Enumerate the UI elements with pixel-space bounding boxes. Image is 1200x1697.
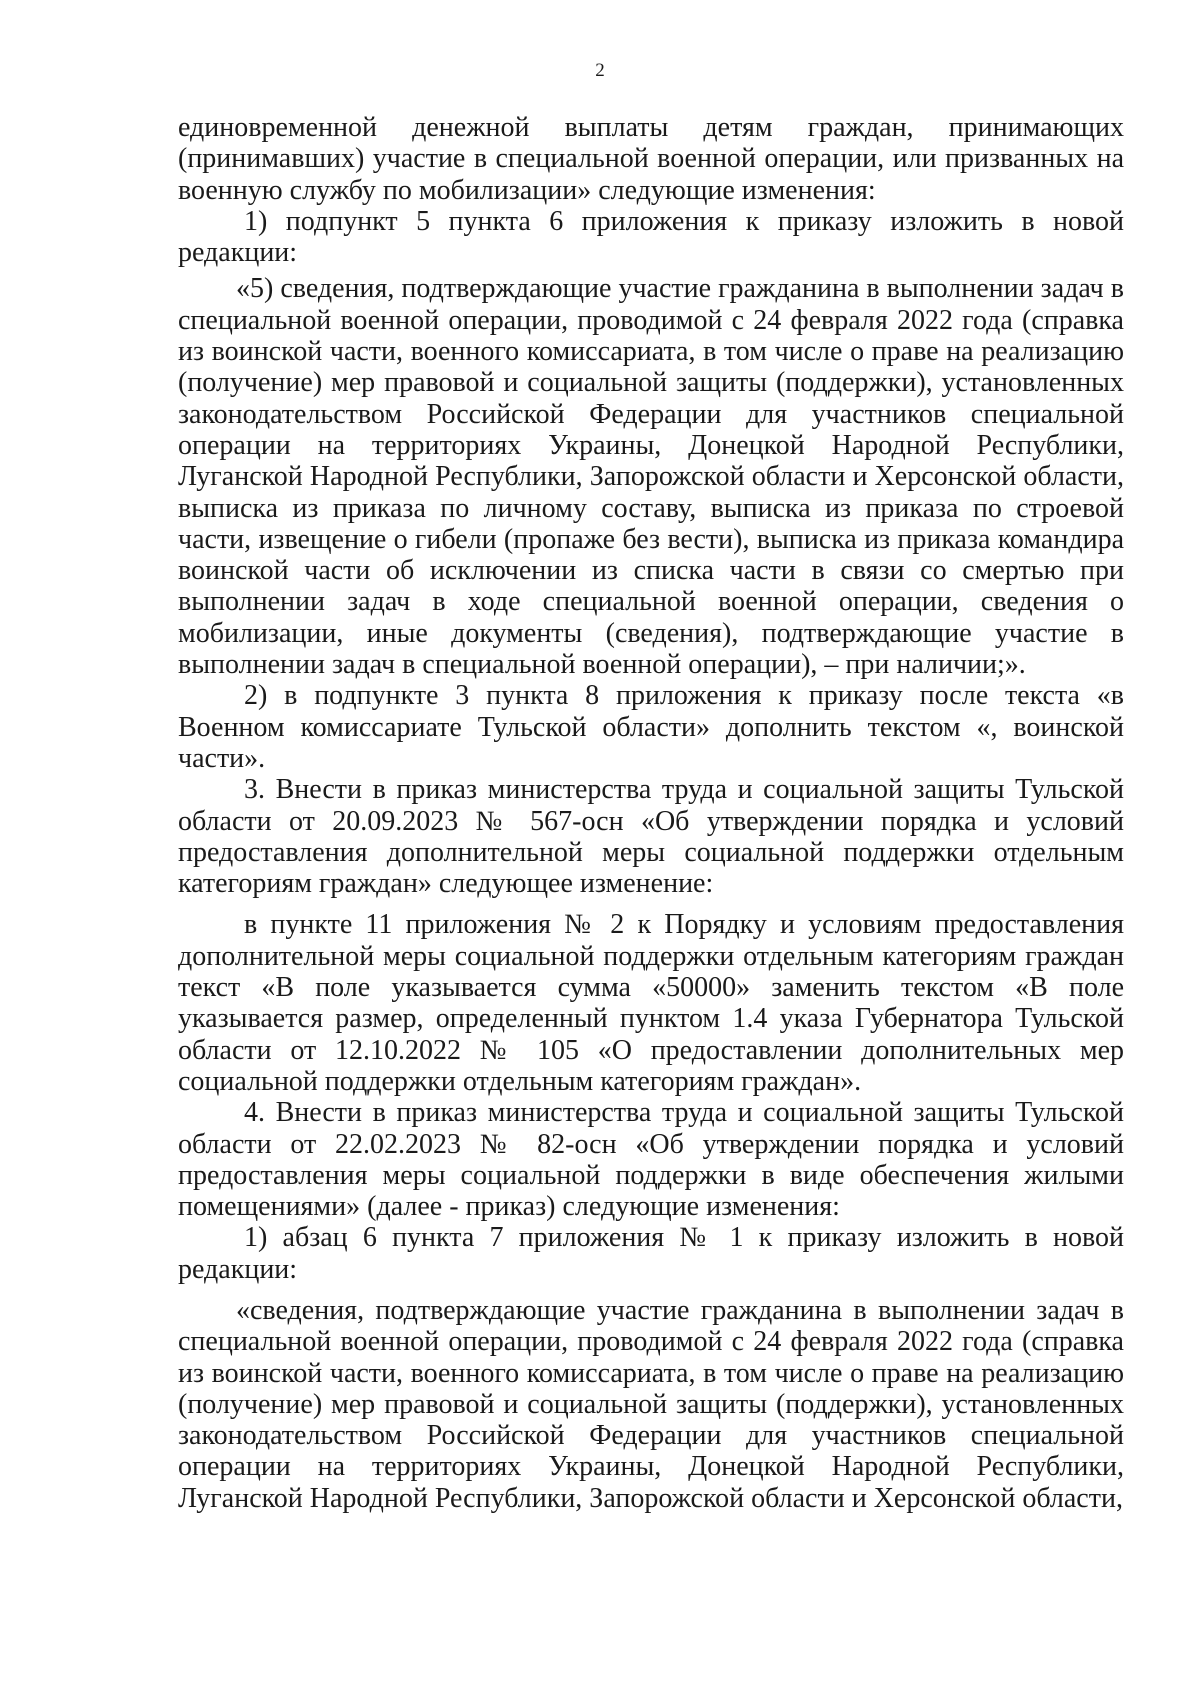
- paragraph-subitem-1: 1) подпункт 5 пункта 6 приложения к приказу изложить в новой редакции:: [178, 205, 1124, 269]
- paragraph-new-wording-5: «5) сведения, подтверждающие участие гражданина в выполнении задач в специальной военной операции, проводимой с 24 февраля 2022 года (справка из воинской части, военного комиссариата, в том числе о праве на реализацию (получение) мер правовой и социальной защиты (поддержки), установленных законодательством Российской Федерации для участников специальной операции на территориях Украины, Донецкой Народной Республики, Луганской Народной Республики, Запорожской области и Херсонской области, выписка из приказа по личному составу, выписка из приказа по строевой части, извещение о гибели (пропаже без вести), выписка из приказа командира воинской части об исключении из списка части в связи со смертью при выполнении задач в ходе специальной военной операции, сведения о мобилизации, иные документы (сведения), подтверждающие участие в выполнении задач в специальной военной операции), – при наличии;».: [178, 273, 1124, 681]
- paragraph-item-3-change: в пункте 11 приложения № 2 к Порядку и условиям предоставления дополнительной меры социальной поддержки отдельным категориям граждан текст «В поле указывается сумма «50000» заменить текстом «В поле указывается размер, определенный пунктом 1.4 указа Губернатора Тульской области от 12.10.2022 № 105 «О предоставлении дополнительных мер социальной поддержки отдельным категориям граждан».: [178, 909, 1124, 1097]
- document-body: [178, 112, 1124, 1514]
- paragraph-continuation: единовременной денежной выплаты детям граждан, принимающих (принимавших) участие в специальной военной операции, или призванных на военную службу по мобилизации» следующие изменения:: [178, 112, 1124, 206]
- page-number: 2: [595, 60, 605, 81]
- paragraph-new-wording-abzac-6: «сведения, подтверждающие участие гражданина в выполнении задач в специальной военной операции, проводимой с 24 февраля 2022 года (справка из воинской части, военного комиссариата, в том числе о праве на реализацию (получение) мер правовой и социальной защиты (поддержки), установленных законодательством Российской Федерации для участников специальной операции на территориях Украины, Донецкой Народной Республики, Луганской Народной Республики, Запорожской области и Херсонской области,: [178, 1294, 1124, 1514]
- paragraph-item-3: 3. Внести в приказ министерства труда и социальной защиты Тульской области от 20.09.2023 № 567-осн «Об утверждении порядка и условий предоставления дополнительной меры социальной поддержки отдельным категориям граждан» следующее изменение:: [178, 774, 1124, 900]
- paragraph-subitem-2: 2) в подпункте 3 пункта 8 приложения к приказу после текста «в Военном комиссариате Тульской области» дополнить текстом «, воинской части».: [178, 680, 1124, 774]
- paragraph-item-4: 4. Внести в приказ министерства труда и социальной защиты Тульской области от 22.02.2023 № 82-осн «Об утверждении порядка и условий предоставления меры социальной поддержки в виде обеспечения жилыми помещениями» (далее - приказ) следующие изменения:: [178, 1097, 1124, 1223]
- paragraph-item-4-subitem-1: 1) абзац 6 пункта 7 приложения № 1 к приказу изложить в новой редакции:: [178, 1222, 1124, 1285]
